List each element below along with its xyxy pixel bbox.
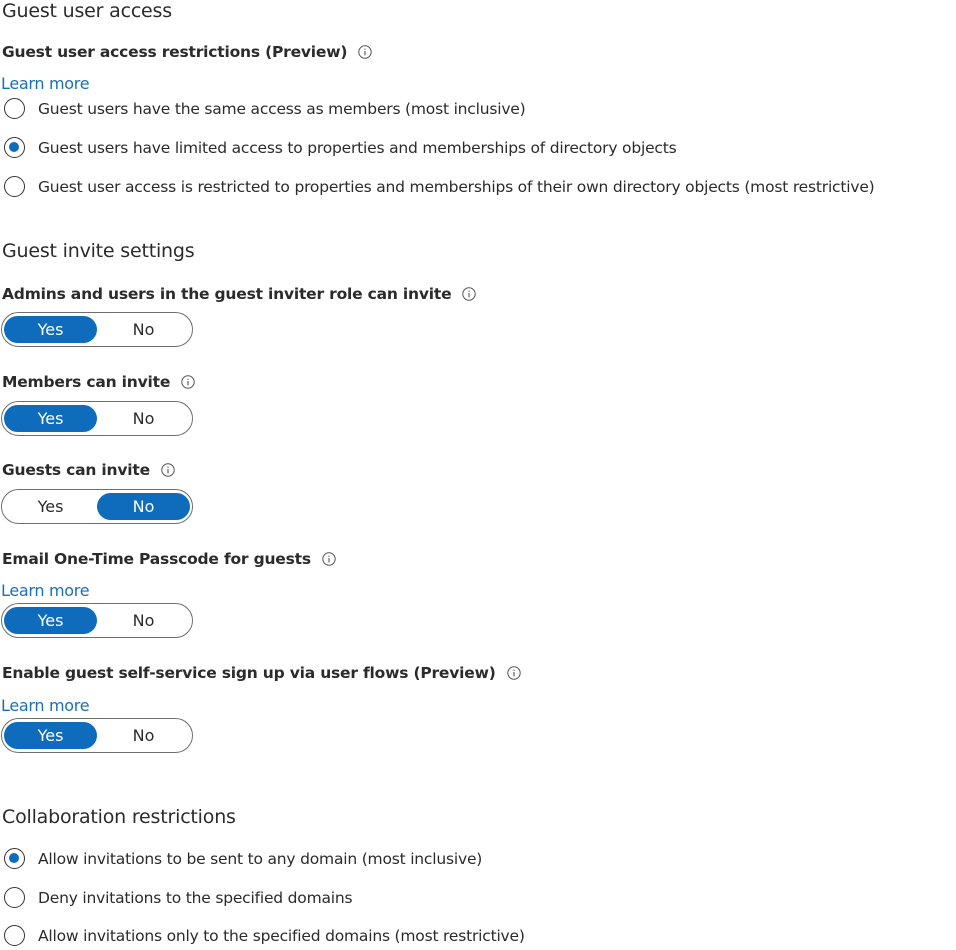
collaboration-section-title: Collaboration restrictions xyxy=(2,806,236,828)
guest-access-restrictions-label-text: Guest user access restrictions (Preview) xyxy=(2,43,348,61)
setting-guests-can-invite-label xyxy=(2,461,175,479)
setting-inviter-role-label xyxy=(2,285,476,303)
setting-members-can-invite-label xyxy=(2,373,195,391)
toggle-no-option[interactable]: No xyxy=(132,611,155,630)
setting-label-text: Email One-Time Passcode for guests xyxy=(2,550,311,568)
radio-label: Allow invitations only to the specified domains (most restrictive) xyxy=(38,926,525,945)
guest-access-section-title: Guest user access xyxy=(2,0,172,22)
toggle-email-otp[interactable] xyxy=(1,603,193,638)
toggle-self-service-signup[interactable] xyxy=(1,718,193,753)
guest-access-learn-more-link[interactable]: Learn more xyxy=(1,74,90,93)
info-icon[interactable] xyxy=(181,375,195,389)
guest-access-option-restricted[interactable] xyxy=(4,176,875,197)
radio-button-checked[interactable] xyxy=(4,137,25,158)
toggle-no-option[interactable]: No xyxy=(132,726,155,745)
guest-access-restrictions-label xyxy=(2,43,372,61)
info-icon[interactable] xyxy=(358,45,372,59)
info-icon[interactable] xyxy=(462,287,476,301)
collaboration-option-allow-specified-only[interactable] xyxy=(4,925,525,946)
toggle-no-option[interactable]: No xyxy=(132,320,155,339)
radio-button[interactable] xyxy=(4,176,25,197)
setting-label-text: Guests can invite xyxy=(2,461,150,479)
email-otp-learn-more-link[interactable]: Learn more xyxy=(1,581,90,600)
collaboration-option-any-domain[interactable] xyxy=(4,848,482,869)
radio-label: Deny invitations to the specified domains xyxy=(38,888,353,907)
invite-settings-section-title: Guest invite settings xyxy=(2,240,195,262)
radio-label: Guest users have limited access to properties and memberships of directory objects xyxy=(38,138,677,157)
radio-button-checked[interactable] xyxy=(4,848,25,869)
toggle-yes-option[interactable]: Yes xyxy=(37,497,64,516)
setting-self-service-signup-label xyxy=(2,664,521,682)
self-service-signup-learn-more-link[interactable]: Learn more xyxy=(1,696,90,715)
toggle-guests-can-invite[interactable] xyxy=(1,489,193,524)
toggle-no-option[interactable]: No xyxy=(97,493,190,520)
radio-label: Allow invitations to be sent to any domain (most inclusive) xyxy=(38,849,483,868)
setting-label-text: Enable guest self-service sign up via user flows (Preview) xyxy=(2,664,496,682)
info-icon[interactable] xyxy=(507,666,521,680)
toggle-no-option[interactable]: No xyxy=(132,409,155,428)
collaboration-option-deny-specified[interactable] xyxy=(4,887,352,908)
toggle-yes-option[interactable]: Yes xyxy=(4,405,97,432)
guest-access-option-limited-access[interactable] xyxy=(4,137,676,158)
setting-label-text: Admins and users in the guest inviter role can invite xyxy=(2,285,452,303)
radio-button[interactable] xyxy=(4,887,25,908)
radio-button[interactable] xyxy=(4,925,25,946)
toggle-yes-option[interactable]: Yes xyxy=(4,722,97,749)
toggle-inviter-role[interactable] xyxy=(1,312,193,347)
guest-access-option-same-as-members[interactable] xyxy=(4,98,526,119)
info-icon[interactable] xyxy=(161,463,175,477)
setting-email-otp-label xyxy=(2,550,336,568)
setting-label-text: Members can invite xyxy=(2,373,171,391)
toggle-members-can-invite[interactable] xyxy=(1,401,193,436)
radio-button[interactable] xyxy=(4,98,25,119)
info-icon[interactable] xyxy=(322,552,336,566)
radio-label: Guest users have the same access as members (most inclusive) xyxy=(38,99,526,118)
toggle-yes-option[interactable]: Yes xyxy=(4,607,97,634)
radio-label: Guest user access is restricted to properties and memberships of their own directory objects (most restrictive) xyxy=(38,177,875,196)
toggle-yes-option[interactable]: Yes xyxy=(4,316,97,343)
